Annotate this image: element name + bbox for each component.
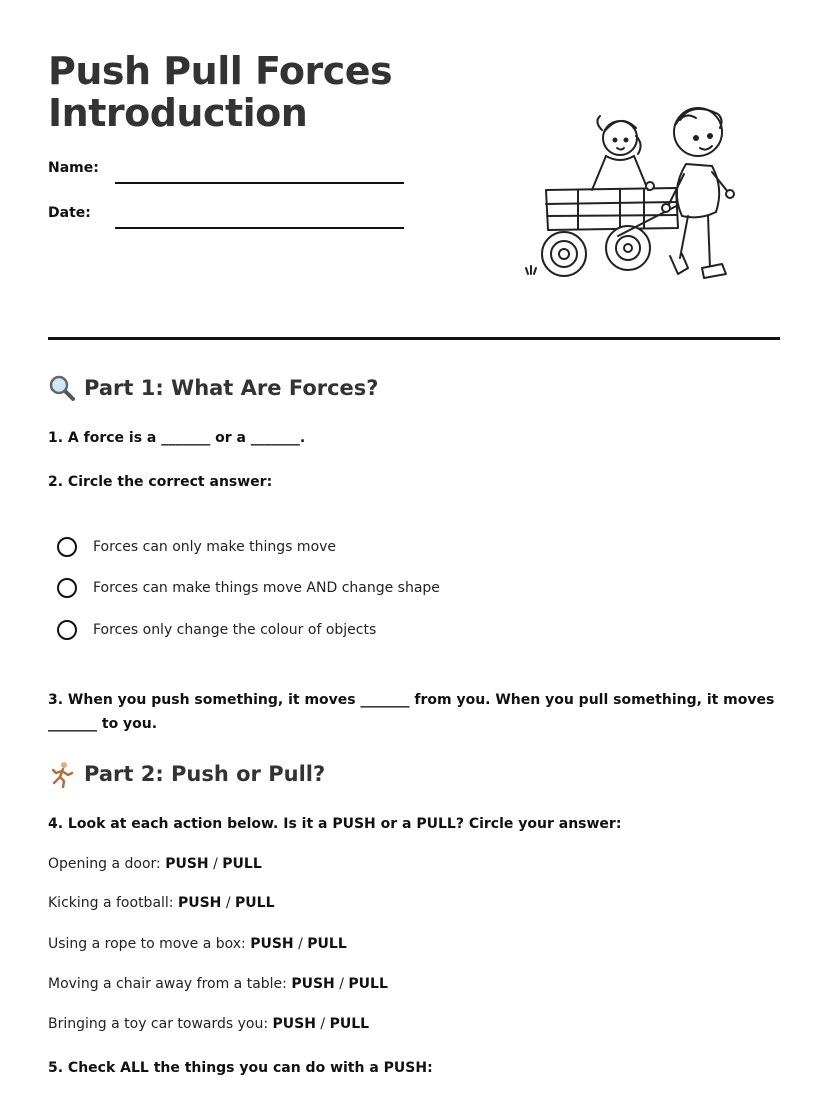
action-label: Kicking a football: [48, 895, 174, 911]
slash-separator: / [339, 976, 344, 992]
name-field-row [48, 160, 408, 184]
children-pushing-wagon-illustration [520, 98, 750, 288]
section-divider [48, 337, 780, 340]
date-field[interactable] [115, 227, 404, 229]
running-person-icon [48, 760, 76, 788]
push-pull-row [48, 893, 275, 913]
pull-choice[interactable]: PULL [348, 976, 388, 992]
slash-separator: / [213, 856, 218, 872]
push-choice[interactable]: PUSH [272, 1016, 316, 1032]
option-label: Forces can only make things move [93, 539, 337, 555]
part1-heading-text: Part 1: What Are Forces? [84, 376, 379, 400]
option-label: Forces only change the colour of objects [93, 622, 377, 638]
radio-circle[interactable] [57, 620, 77, 640]
name-field[interactable] [115, 182, 404, 184]
action-label: Opening a door: [48, 856, 161, 872]
radio-circle[interactable] [57, 578, 77, 598]
action-label: Moving a chair away from a table: [48, 976, 287, 992]
title-line-1: Push Pull Forces [48, 49, 393, 93]
push-pull-row [48, 934, 347, 954]
name-label: Name: [48, 160, 99, 176]
part2-heading [48, 760, 325, 788]
option-label: Forces can make things move AND change shape [93, 580, 440, 596]
push-choice[interactable]: PUSH [177, 895, 222, 911]
part2-heading-text: Part 2: Push or Pull? [84, 762, 326, 786]
slash-separator: / [225, 895, 231, 911]
push-choice[interactable]: PUSH [250, 936, 294, 952]
pull-choice[interactable]: PULL [329, 1016, 370, 1032]
pull-choice[interactable]: PULL [222, 856, 262, 872]
action-label: Bringing a toy car towards you: [48, 1016, 269, 1032]
answer-option-2[interactable] [57, 575, 440, 601]
action-label: Using a rope to move a box: [48, 936, 246, 952]
push-pull-row [48, 854, 262, 874]
page-title [48, 50, 392, 134]
answer-option-3[interactable] [57, 617, 376, 643]
question-5: 5. Check ALL the things you can do with a PUSH: [48, 1060, 433, 1076]
slash-separator: / [298, 936, 303, 952]
magnifier-icon [48, 374, 76, 402]
title-line-2: Introduction [48, 91, 308, 135]
part1-heading [48, 374, 378, 402]
question-3: 3. When you push something, it moves _______ from you. When you pull something, it moves _______ to you. [48, 692, 775, 732]
date-label: Date: [48, 205, 91, 221]
push-choice[interactable]: PUSH [291, 976, 335, 992]
slash-separator: / [320, 1016, 326, 1032]
push-pull-row [48, 1014, 369, 1034]
date-field-row [48, 205, 408, 229]
push-pull-row [48, 974, 388, 994]
radio-circle[interactable] [57, 537, 77, 557]
question-4: 4. Look at each action below. Is it a PUSH or a PULL? Circle your answer: [48, 816, 622, 832]
question-2: 2. Circle the correct answer: [48, 474, 273, 490]
question-1: 1. A force is a _______ or a _______. [48, 430, 306, 446]
pull-choice[interactable]: PULL [307, 936, 347, 952]
push-choice[interactable]: PUSH [165, 856, 209, 872]
pull-choice[interactable]: PULL [235, 895, 275, 911]
answer-option-1[interactable] [57, 534, 336, 560]
